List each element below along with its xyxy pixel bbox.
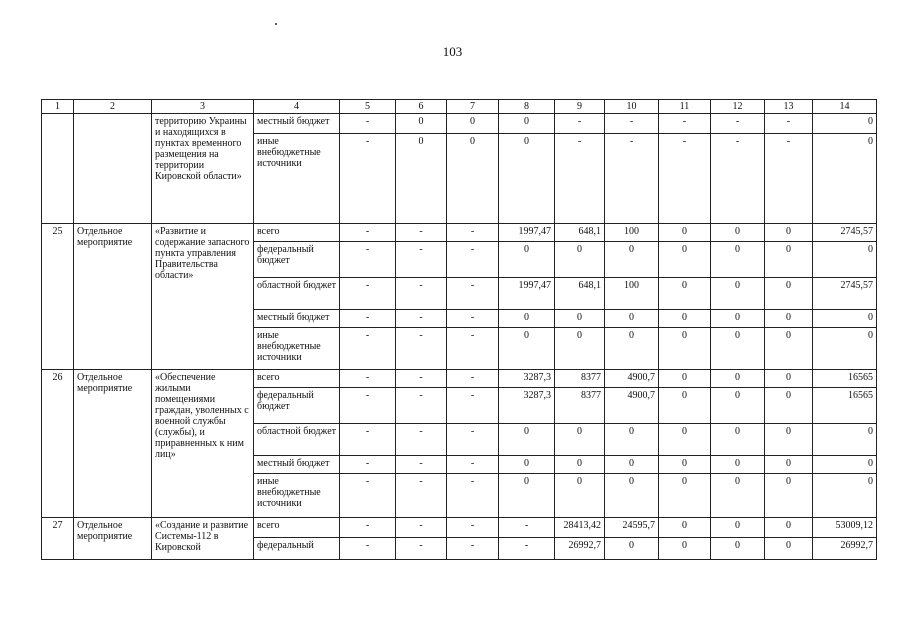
value-cell: 0: [659, 242, 711, 278]
value-cell: 0: [711, 242, 765, 278]
value-cell: -: [396, 538, 447, 560]
value-cell: -: [396, 518, 447, 538]
value-cell: -: [396, 224, 447, 242]
value-cell: -: [340, 328, 396, 370]
column-header: 6: [396, 100, 447, 114]
value-cell: 0: [765, 278, 813, 310]
value-cell: 0: [659, 370, 711, 388]
funding-source-cell: иные внебюджетные источники: [254, 134, 340, 224]
value-cell: -: [447, 278, 499, 310]
funding-source-cell: областной бюджет: [254, 424, 340, 456]
value-cell: -: [605, 114, 659, 134]
value-cell: 0: [765, 518, 813, 538]
value-cell: 0: [659, 310, 711, 328]
value-cell: 0: [765, 474, 813, 518]
value-cell: 0: [813, 424, 877, 456]
value-cell: 0: [711, 474, 765, 518]
event-type-cell: Отдельное мероприятие: [74, 224, 152, 370]
value-cell: 16565: [813, 370, 877, 388]
value-cell: 0: [813, 328, 877, 370]
value-cell: 0: [447, 114, 499, 134]
value-cell: 0: [711, 310, 765, 328]
value-cell: -: [555, 114, 605, 134]
value-cell: 24595,7: [605, 518, 659, 538]
column-header: 3: [152, 100, 254, 114]
value-cell: 0: [659, 388, 711, 424]
value-cell: 0: [711, 224, 765, 242]
value-cell: 0: [555, 424, 605, 456]
value-cell: -: [396, 456, 447, 474]
value-cell: -: [447, 538, 499, 560]
value-cell: 0: [555, 310, 605, 328]
value-cell: -: [659, 114, 711, 134]
value-cell: 26992,7: [555, 538, 605, 560]
value-cell: 0: [499, 424, 555, 456]
value-cell: 0: [499, 114, 555, 134]
event-type-cell: Отдельное мероприятие: [74, 370, 152, 518]
column-header: 13: [765, 100, 813, 114]
value-cell: 0: [765, 310, 813, 328]
value-cell: 100: [605, 278, 659, 310]
value-cell: -: [396, 370, 447, 388]
value-cell: -: [340, 224, 396, 242]
funding-source-cell: иные внебюджетные источники: [254, 474, 340, 518]
value-cell: 0: [711, 538, 765, 560]
value-cell: -: [447, 328, 499, 370]
event-name-cell: «Создание и развитие Системы-112 в Кировской: [152, 518, 254, 560]
value-cell: 0: [605, 456, 659, 474]
value-cell: 2745,57: [813, 278, 877, 310]
value-cell: 0: [499, 474, 555, 518]
funding-source-cell: местный бюджет: [254, 310, 340, 328]
event-name-cell: «Развитие и содержание запасного пункта управления Правительства области»: [152, 224, 254, 370]
event-type-cell: [74, 114, 152, 224]
table-row: [42, 370, 877, 388]
value-cell: 0: [499, 134, 555, 224]
budget-table: [41, 99, 877, 560]
value-cell: 0: [447, 134, 499, 224]
value-cell: 28413,42: [555, 518, 605, 538]
value-cell: 0: [555, 328, 605, 370]
value-cell: 16565: [813, 388, 877, 424]
column-header: 10: [605, 100, 659, 114]
value-cell: 3287,3: [499, 370, 555, 388]
value-cell: 0: [813, 134, 877, 224]
funding-source-cell: федеральный бюджет: [254, 388, 340, 424]
value-cell: 0: [605, 538, 659, 560]
value-cell: 0: [813, 242, 877, 278]
value-cell: -: [396, 424, 447, 456]
value-cell: -: [340, 114, 396, 134]
value-cell: -: [340, 370, 396, 388]
value-cell: -: [605, 134, 659, 224]
value-cell: -: [396, 328, 447, 370]
column-header: 5: [340, 100, 396, 114]
value-cell: 4900,7: [605, 388, 659, 424]
value-cell: 0: [765, 538, 813, 560]
event-name-cell: «Обеспечение жилыми помещениями граждан, уволенных с военной службы (службы), и приравненных к ним лиц»: [152, 370, 254, 518]
column-header: 2: [74, 100, 152, 114]
value-cell: -: [499, 518, 555, 538]
table-header: [42, 100, 877, 114]
value-cell: 1997,47: [499, 224, 555, 242]
funding-source-cell: всего: [254, 370, 340, 388]
value-cell: -: [340, 538, 396, 560]
value-cell: 648,1: [555, 224, 605, 242]
value-cell: -: [340, 134, 396, 224]
row-number-cell: 27: [42, 518, 74, 560]
value-cell: 0: [711, 518, 765, 538]
funding-source-cell: федеральный бюджет: [254, 242, 340, 278]
value-cell: -: [447, 310, 499, 328]
value-cell: 0: [813, 456, 877, 474]
column-header: 1: [42, 100, 74, 114]
value-cell: 0: [711, 278, 765, 310]
value-cell: 0: [499, 242, 555, 278]
value-cell: 0: [396, 114, 447, 134]
value-cell: -: [340, 424, 396, 456]
value-cell: -: [340, 518, 396, 538]
column-header: 7: [447, 100, 499, 114]
value-cell: 1997,47: [499, 278, 555, 310]
value-cell: 0: [659, 518, 711, 538]
value-cell: -: [340, 310, 396, 328]
row-number-cell: 26: [42, 370, 74, 518]
value-cell: 0: [765, 456, 813, 474]
value-cell: 0: [659, 456, 711, 474]
value-cell: 53009,12: [813, 518, 877, 538]
value-cell: 0: [765, 424, 813, 456]
funding-source-cell: всего: [254, 224, 340, 242]
table-body: [42, 114, 877, 560]
value-cell: 0: [765, 242, 813, 278]
value-cell: 0: [396, 134, 447, 224]
value-cell: 0: [765, 224, 813, 242]
value-cell: -: [340, 474, 396, 518]
value-cell: 0: [605, 424, 659, 456]
table-row: [42, 224, 877, 242]
value-cell: 0: [659, 328, 711, 370]
value-cell: -: [659, 134, 711, 224]
value-cell: -: [340, 278, 396, 310]
value-cell: 0: [711, 388, 765, 424]
value-cell: 4900,7: [605, 370, 659, 388]
value-cell: 26992,7: [813, 538, 877, 560]
value-cell: -: [447, 224, 499, 242]
value-cell: -: [396, 242, 447, 278]
event-type-cell: Отдельное мероприятие: [74, 518, 152, 560]
value-cell: 0: [605, 310, 659, 328]
value-cell: -: [447, 242, 499, 278]
value-cell: 0: [765, 388, 813, 424]
value-cell: -: [340, 242, 396, 278]
value-cell: -: [447, 370, 499, 388]
value-cell: 0: [711, 370, 765, 388]
value-cell: -: [447, 474, 499, 518]
value-cell: -: [340, 388, 396, 424]
column-header: 8: [499, 100, 555, 114]
row-number-cell: 25: [42, 224, 74, 370]
value-cell: 0: [605, 474, 659, 518]
value-cell: -: [396, 474, 447, 518]
value-cell: -: [447, 424, 499, 456]
value-cell: 0: [711, 456, 765, 474]
value-cell: -: [711, 134, 765, 224]
funding-source-cell: всего: [254, 518, 340, 538]
value-cell: 2745,57: [813, 224, 877, 242]
value-cell: 0: [499, 456, 555, 474]
page-number: 103: [442, 44, 463, 59]
row-number-cell: [42, 114, 74, 224]
value-cell: 0: [605, 242, 659, 278]
value-cell: -: [340, 456, 396, 474]
value-cell: -: [447, 388, 499, 424]
value-cell: -: [765, 134, 813, 224]
value-cell: 8377: [555, 370, 605, 388]
funding-source-cell: местный бюджет: [254, 456, 340, 474]
value-cell: 0: [555, 456, 605, 474]
value-cell: -: [447, 518, 499, 538]
value-cell: -: [711, 114, 765, 134]
value-cell: -: [396, 388, 447, 424]
column-header: 11: [659, 100, 711, 114]
value-cell: 0: [765, 370, 813, 388]
value-cell: 0: [659, 538, 711, 560]
value-cell: 0: [659, 424, 711, 456]
funding-source-cell: федеральный: [254, 538, 340, 560]
value-cell: 0: [659, 278, 711, 310]
value-cell: 648,1: [555, 278, 605, 310]
event-name-cell: территорию Украины и находящихся в пунктах временного размещения на территории Кировской области»: [152, 114, 254, 224]
value-cell: 0: [605, 328, 659, 370]
value-cell: -: [396, 278, 447, 310]
value-cell: -: [555, 134, 605, 224]
value-cell: 100: [605, 224, 659, 242]
value-cell: 0: [499, 310, 555, 328]
funding-source-cell: областной бюджет: [254, 278, 340, 310]
value-cell: 0: [813, 114, 877, 134]
value-cell: 0: [659, 474, 711, 518]
value-cell: 0: [765, 328, 813, 370]
value-cell: 0: [555, 474, 605, 518]
table-row: [42, 518, 877, 538]
table-row: [42, 114, 877, 134]
scan-speck: [275, 23, 277, 25]
funding-source-cell: местный бюджет: [254, 114, 340, 134]
value-cell: -: [396, 310, 447, 328]
value-cell: -: [447, 456, 499, 474]
value-cell: 0: [659, 224, 711, 242]
value-cell: 3287,3: [499, 388, 555, 424]
column-header: 14: [813, 100, 877, 114]
column-header: 4: [254, 100, 340, 114]
value-cell: -: [499, 538, 555, 560]
value-cell: 0: [813, 474, 877, 518]
funding-source-cell: иные внебюджетные источники: [254, 328, 340, 370]
value-cell: 0: [499, 328, 555, 370]
value-cell: 0: [813, 310, 877, 328]
value-cell: -: [765, 114, 813, 134]
value-cell: 8377: [555, 388, 605, 424]
column-header: 12: [711, 100, 765, 114]
value-cell: 0: [555, 242, 605, 278]
value-cell: 0: [711, 424, 765, 456]
value-cell: 0: [711, 328, 765, 370]
column-header: 9: [555, 100, 605, 114]
